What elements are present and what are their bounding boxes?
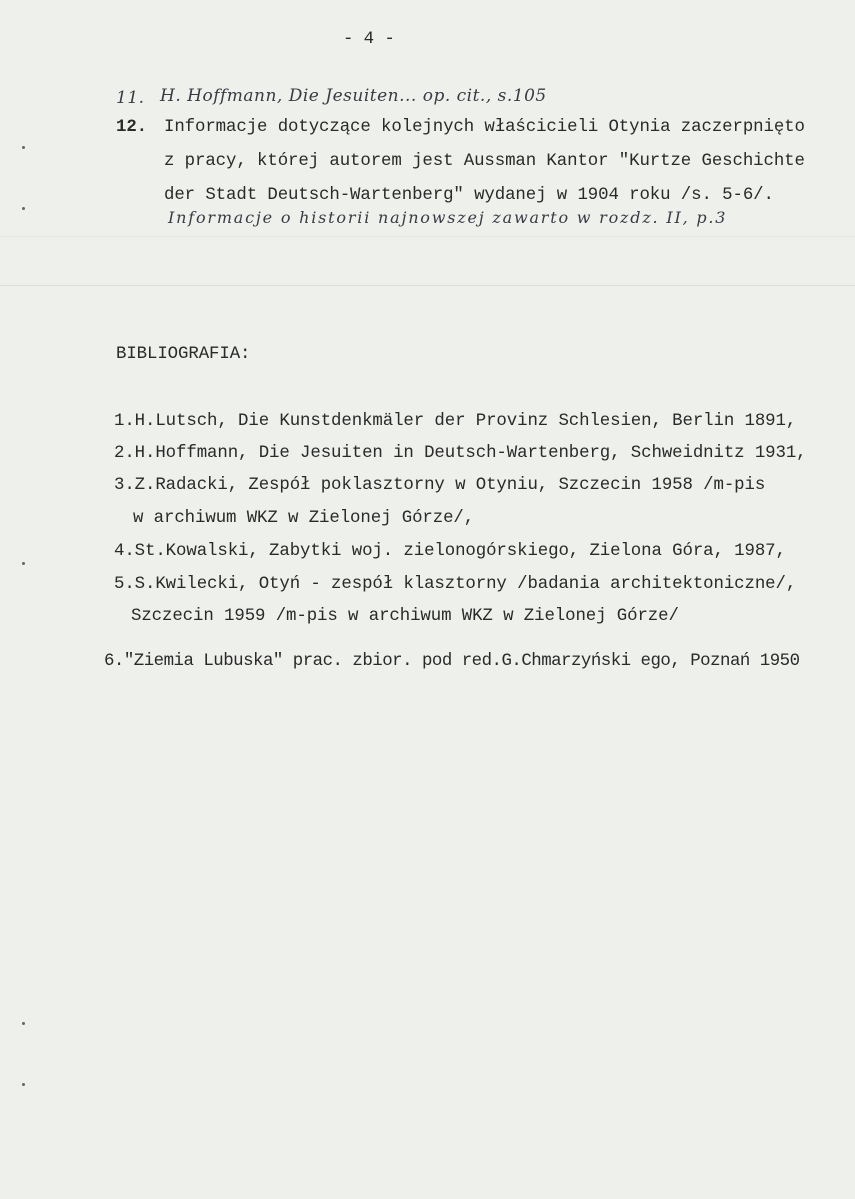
page-number: - 4 - [343, 30, 395, 49]
bibliography-item: 1.H.Lutsch, Die Kunstdenkmäler der Provinz Schlesien, Berlin 1891, [114, 412, 797, 431]
scan-speck [22, 1022, 25, 1025]
scan-speck [22, 562, 25, 565]
scan-speck [22, 207, 25, 210]
footnote-12-line: der Stadt Deutsch-Wartenberg" wydanej w 1904 roku /s. 5-6/. [164, 186, 774, 205]
scan-speck [22, 1083, 25, 1086]
bibliography-title: BIBLIOGRAFIA: [116, 345, 251, 364]
bibliography-item: 3.Z.Radacki, Zespół poklasztorny w Otyniu, Szczecin 1958 /m-pis [114, 476, 766, 495]
footnote-11-number: 11. [116, 88, 145, 108]
scan-speck [22, 146, 25, 149]
scan-line [0, 285, 855, 286]
bibliography-item: 6."Ziemia Lubuska" prac. zbior. pod red.G.Chmarzyński ego, Poznań 1950 [104, 652, 800, 671]
bibliography-item: 4.St.Kowalski, Zabytki woj. zielonogórskiego, Zielona Góra, 1987, [114, 542, 786, 561]
bibliography-item-continued: w archiwum WKZ w Zielonej Górze/, [133, 509, 475, 528]
bibliography-item: 2.H.Hoffmann, Die Jesuiten in Deutsch-Wartenberg, Schweidnitz 1931, [114, 444, 807, 463]
footnote-12-number: 12. [116, 118, 148, 137]
footnote-12-line: z pracy, której autorem jest Aussman Kantor "Kurtze Geschichte [164, 152, 805, 171]
bibliography-item-continued: Szczecin 1959 /m-pis w archiwum WKZ w Zielonej Górze/ [131, 607, 679, 626]
footnote-12-line: Informacje dotyczące kolejnych właścicieli Otynia zaczerpnięto [164, 118, 805, 137]
scan-line [0, 236, 855, 237]
bibliography-item: 5.S.Kwilecki, Otyń - zespół klasztorny /badania architektoniczne/, [114, 575, 797, 594]
footnote-12-handwritten: Informacje o historii najnowszej zawarto w rozdz. II, p.3 [168, 208, 728, 227]
footnote-11-text: H. Hoffmann, Die Jesuiten... op. cit., s.105 [160, 86, 547, 106]
